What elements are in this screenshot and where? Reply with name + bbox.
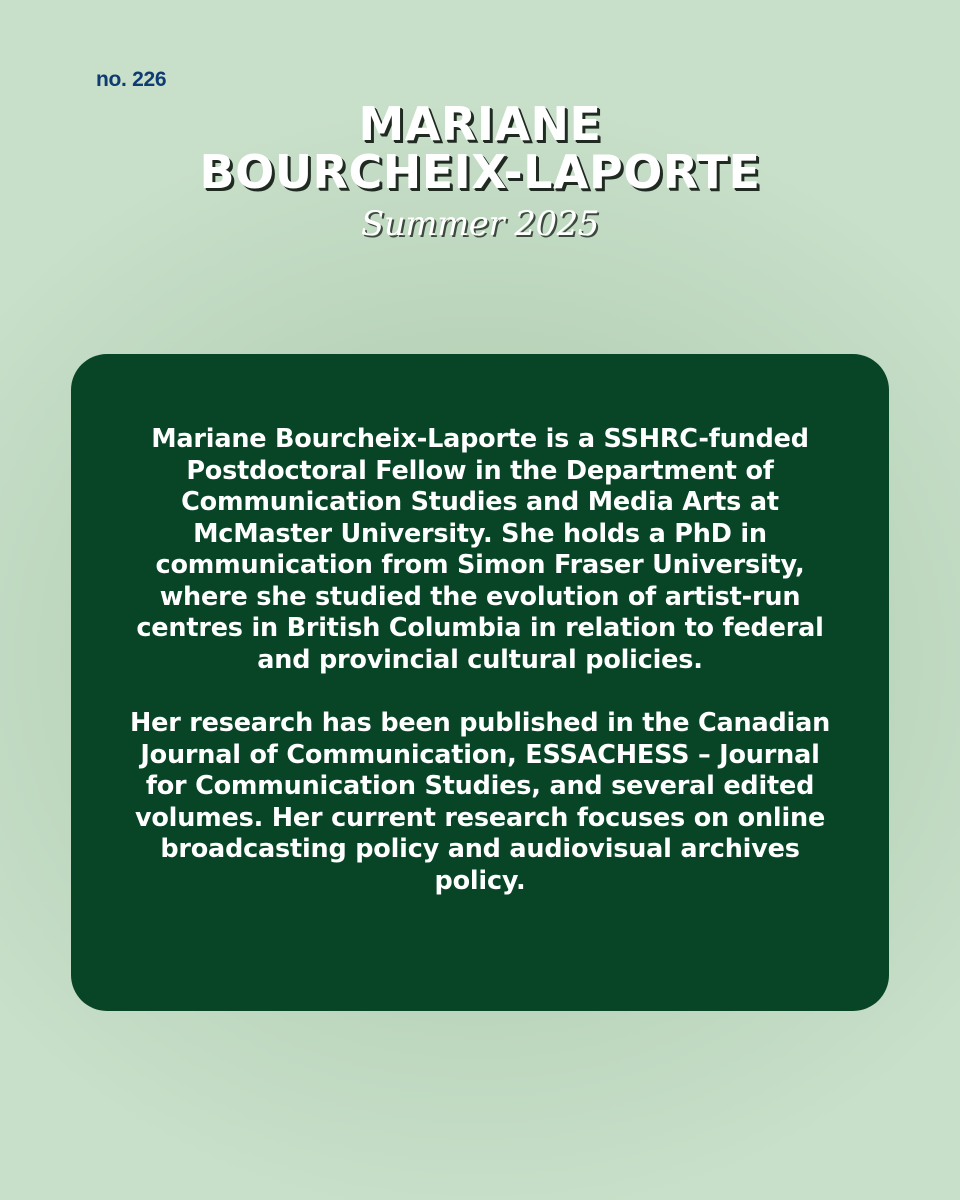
person-first-name: MARIANE [358, 97, 602, 151]
bio-card [71, 354, 889, 1011]
person-name [0, 97, 960, 199]
bio-paragraph-2: Her research has been published in the Canadian Journal of Communication, ESSACHESS – Journal for Communication Studies, and several edited volumes. Her current research focuses on online broadcasting policy and audiovisual archives policy. [129, 708, 831, 896]
title-block [0, 97, 960, 244]
season-subtitle: Summer 2025 [361, 204, 599, 244]
bio-paragraph-1: Mariane Bourcheix-Laporte is a SSHRC-funded Postdoctoral Fellow in the Department of Communication Studies and Media Arts at McMaster University. She holds a PhD in communication from Simon Fraser University, where she studied the evolution of artist-run centres in British Columbia in relation to federal and provincial cultural policies. [136, 424, 824, 675]
issue-number: no. 226 [96, 68, 167, 91]
person-last-name: BOURCHEIX-LAPORTE [199, 145, 761, 199]
